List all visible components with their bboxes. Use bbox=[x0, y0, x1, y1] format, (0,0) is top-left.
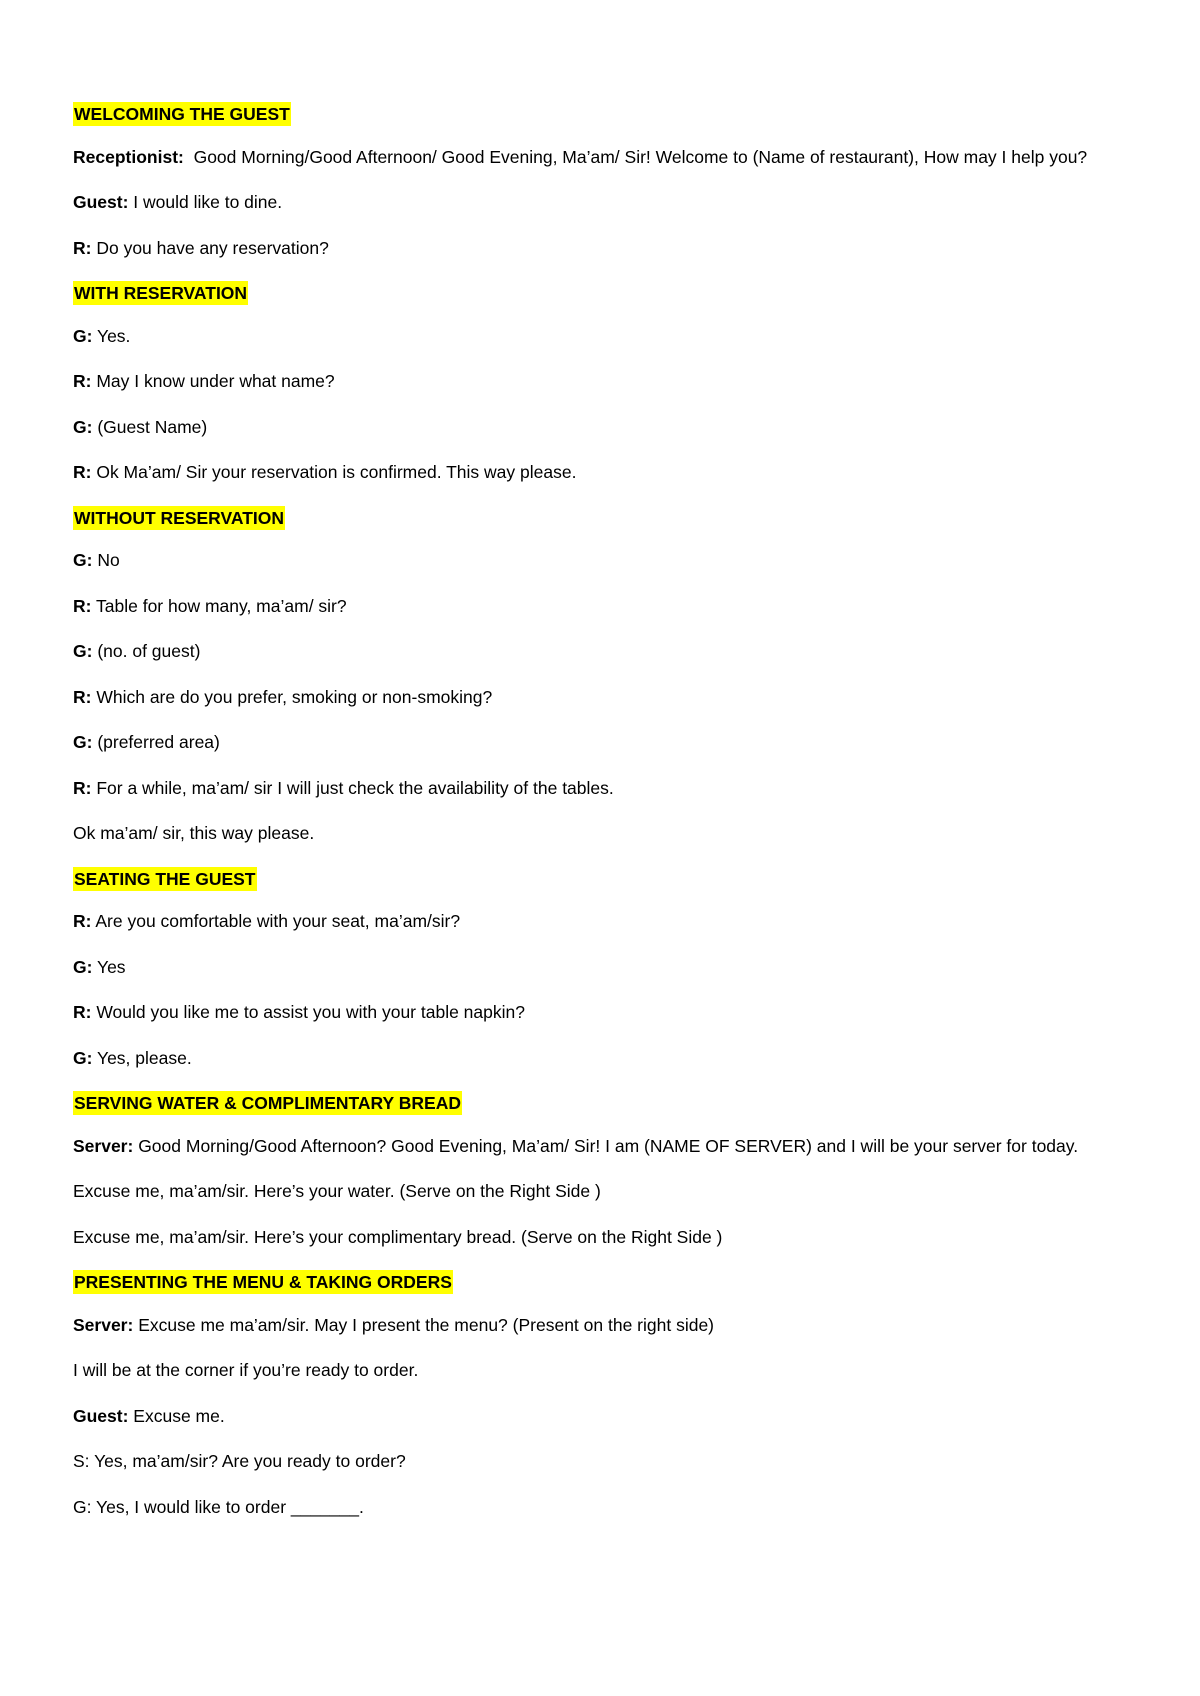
speaker-label: R: bbox=[73, 1002, 92, 1022]
speaker-label: R: bbox=[73, 371, 92, 391]
dialogue-text: (Guest Name) bbox=[92, 416, 208, 437]
dialogue-text: Which are do you prefer, smoking or non-smoking? bbox=[91, 686, 493, 707]
section-heading bbox=[73, 865, 1120, 894]
section-heading bbox=[73, 504, 1120, 533]
dialogue-text: S: Yes, ma’am/sir? Are you ready to order? bbox=[73, 1451, 406, 1471]
dialogue-line bbox=[73, 188, 1120, 217]
dialogue-line bbox=[73, 728, 1120, 757]
dialogue-line bbox=[73, 953, 1120, 982]
dialogue-line bbox=[73, 683, 1120, 712]
dialogue-text: May I know under what name? bbox=[91, 371, 335, 391]
section-heading bbox=[73, 1089, 1120, 1118]
dialogue-line bbox=[73, 637, 1120, 666]
dialogue-text: Ok Ma’am/ Sir your reservation is confirmed. This way please. bbox=[91, 462, 577, 482]
dialogue-text: I would like to dine. bbox=[128, 192, 283, 212]
dialogue-text: Table for how many, ma’am/ sir? bbox=[91, 595, 347, 616]
dialogue-line bbox=[73, 322, 1120, 351]
section-heading bbox=[73, 279, 1120, 308]
dialogue-line bbox=[73, 592, 1120, 621]
dialogue-line bbox=[73, 1447, 1120, 1476]
dialogue-line bbox=[73, 1044, 1120, 1073]
dialogue-text: Excuse me, ma’am/sir. Here’s your water. (Serve on the Right Side ) bbox=[73, 1181, 601, 1201]
speaker-label: Guest: bbox=[73, 192, 129, 212]
dialogue-line bbox=[73, 1223, 1120, 1252]
dialogue-line bbox=[73, 367, 1120, 396]
section-heading-text: PRESENTING THE MENU & TAKING ORDERS bbox=[74, 1272, 452, 1292]
dialogue-text: Yes bbox=[92, 956, 126, 977]
dialogue-text: Do you have any reservation? bbox=[91, 237, 329, 258]
dialogue-text: Excuse me. bbox=[128, 1405, 225, 1426]
document-body bbox=[73, 100, 1120, 1522]
dialogue-text: (preferred area) bbox=[92, 732, 220, 752]
dialogue-line bbox=[73, 1356, 1120, 1385]
dialogue-line bbox=[73, 546, 1120, 575]
speaker-label: Server: bbox=[73, 1314, 134, 1335]
dialogue-line bbox=[73, 1493, 1120, 1522]
dialogue-line bbox=[73, 1132, 1120, 1161]
section-heading bbox=[73, 1268, 1120, 1297]
dialogue-text: Yes. bbox=[92, 325, 131, 346]
dialogue-text: No bbox=[92, 550, 120, 570]
dialogue-line bbox=[73, 1311, 1120, 1340]
dialogue-line bbox=[73, 458, 1120, 487]
dialogue-text: For a while, ma’am/ sir I will just check the availability of the tables. bbox=[91, 777, 614, 798]
speaker-label: G: bbox=[73, 550, 93, 570]
speaker-label: R: bbox=[73, 237, 92, 258]
section-heading bbox=[73, 100, 1120, 129]
speaker-label: R: bbox=[73, 462, 92, 482]
dialogue-line bbox=[73, 413, 1120, 442]
speaker-label: G: bbox=[73, 416, 93, 437]
section-heading-text: WITH RESERVATION bbox=[74, 283, 248, 303]
dialogue-text: Are you comfortable with your seat, ma’am/sir? bbox=[91, 911, 461, 931]
speaker-label: Server: bbox=[73, 1135, 134, 1156]
speaker-label: G: bbox=[73, 1047, 93, 1068]
dialogue-line bbox=[73, 907, 1120, 936]
speaker-label: G: bbox=[73, 325, 93, 346]
speaker-label: Receptionist: bbox=[73, 146, 184, 167]
speaker-label: Guest: bbox=[73, 1405, 129, 1426]
dialogue-line bbox=[73, 234, 1120, 263]
section-heading-text: SERVING WATER & COMPLIMENTARY BREAD bbox=[74, 1093, 461, 1113]
speaker-label: G: bbox=[73, 956, 93, 977]
section-heading-text: SEATING THE GUEST bbox=[74, 868, 256, 889]
speaker-label: R: bbox=[73, 686, 92, 707]
speaker-label: R: bbox=[73, 777, 92, 798]
dialogue-line bbox=[73, 1402, 1120, 1431]
section-heading-text: WITHOUT RESERVATION bbox=[74, 507, 284, 528]
dialogue-text: Good Morning/Good Afternoon? Good Evening, Ma’am/ Sir! I am (NAME OF SERVER) and I will be your server for today. bbox=[133, 1135, 1079, 1156]
dialogue-text: (no. of guest) bbox=[92, 641, 201, 661]
dialogue-text: I will be at the corner if you’re ready to order. bbox=[73, 1360, 419, 1380]
dialogue-line bbox=[73, 143, 1120, 172]
dialogue-line bbox=[73, 819, 1120, 848]
dialogue-text: Excuse me ma’am/sir. May I present the menu? (Present on the right side) bbox=[133, 1314, 714, 1335]
speaker-label: G: bbox=[73, 641, 93, 661]
dialogue-text: Excuse me, ma’am/sir. Here’s your complimentary bread. (Serve on the Right Side ) bbox=[73, 1226, 723, 1247]
dialogue-text: Would you like me to assist you with your table napkin? bbox=[91, 1002, 525, 1022]
dialogue-line bbox=[73, 774, 1120, 803]
speaker-label: R: bbox=[73, 911, 92, 931]
speaker-label: G: bbox=[73, 732, 93, 752]
speaker-label: R: bbox=[73, 595, 92, 616]
section-heading-text: WELCOMING THE GUEST bbox=[74, 104, 290, 124]
dialogue-text: Yes, please. bbox=[92, 1047, 192, 1068]
dialogue-line bbox=[73, 998, 1120, 1027]
dialogue-text: Ok ma’am/ sir, this way please. bbox=[73, 823, 315, 843]
dialogue-line bbox=[73, 1177, 1120, 1206]
dialogue-text: G: Yes, I would like to order _______. bbox=[73, 1496, 364, 1517]
dialogue-text: Good Morning/Good Afternoon/ Good Evening, Ma’am/ Sir! Welcome to (Name of restaurant), How may I help you? bbox=[183, 146, 1088, 167]
